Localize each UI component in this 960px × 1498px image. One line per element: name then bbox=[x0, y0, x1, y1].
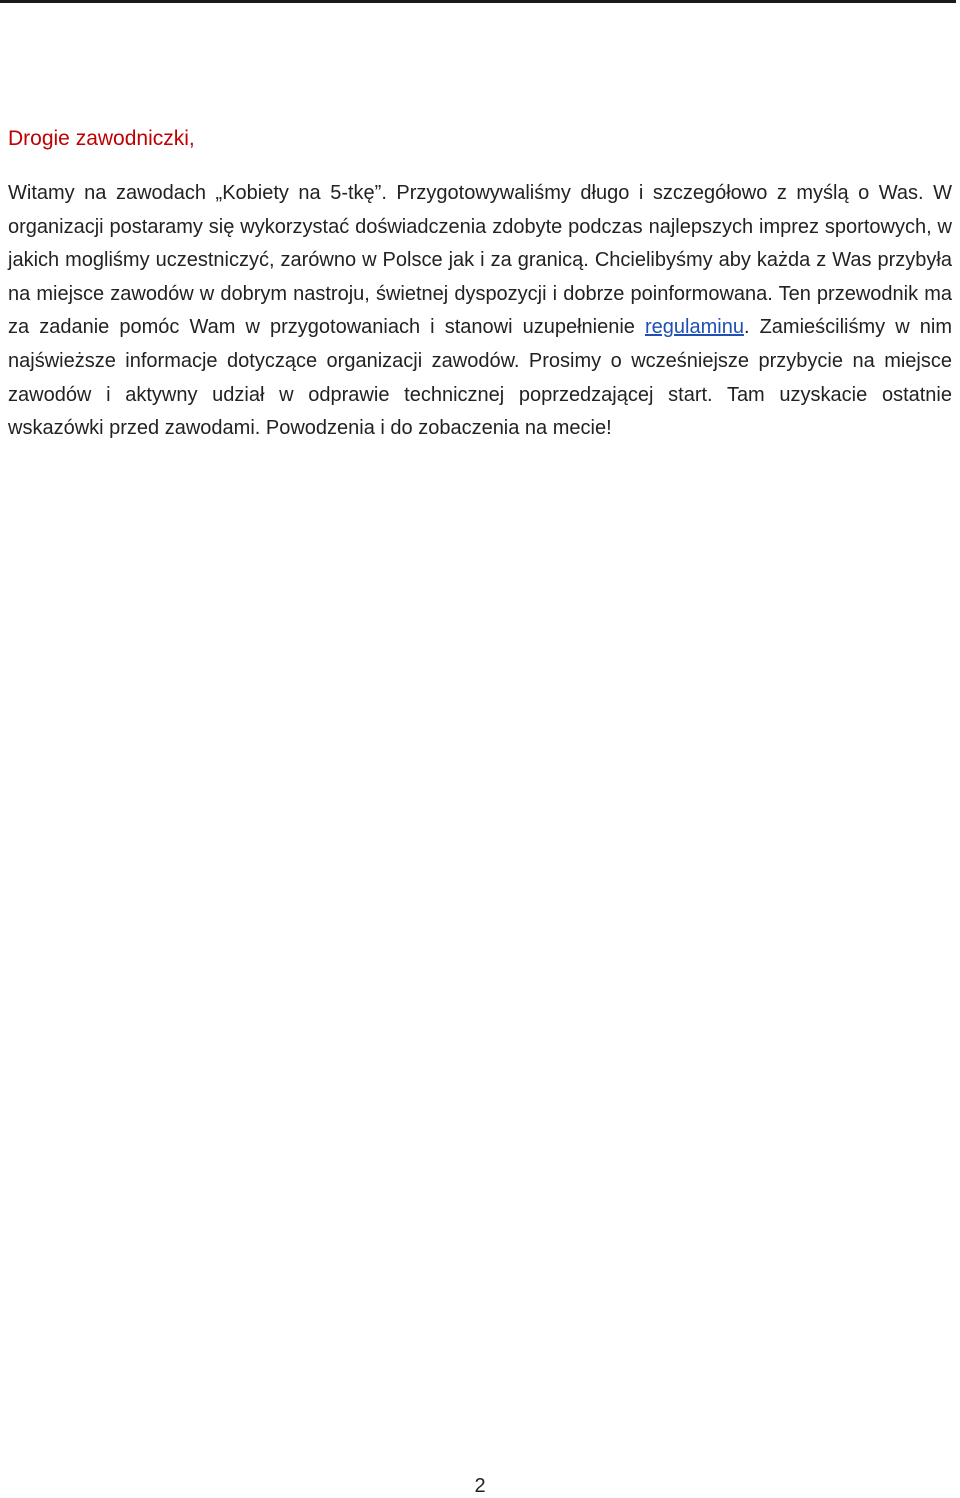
page-number: 2 bbox=[474, 1475, 486, 1497]
greeting-heading: Drogie zawodniczki, bbox=[8, 127, 195, 150]
regulamin-link[interactable]: regulaminu bbox=[645, 316, 744, 339]
paragraph-text-part1: Witamy na zawodach „Kobiety na 5-tkę”. Przygotowywaliśmy długo i szczegółowo z myślą o Was. W organizacji postaramy się wykorzystać doświadczenia zdobyte podczas najlepszych imprez sportowych, w jakich mogliśmy uczestniczyć, zarówno w Polsce jak i za granicą. Chcielibyśmy aby każda z Was przybyła na miejsce zawodów w dobrym nastroju, świetnej dyspozycji i dobrze poinformowana. Ten przewodnik ma za zadanie pomóc Wam w przygotowaniach i stanowi uzupełnienie bbox=[8, 182, 952, 339]
paragraph-text-part2: . Zamieściliśmy w nim najświeższe informacje dotyczące organizacji zawodów. Prosimy o wcześniejsze przybycie na miejsce zawodów i aktywny udział w odprawie technicznej poprzedzającej start. Tam uzyskacie ostatnie wskazówki przed zawodami. Powodzenia i do zobaczenia na mecie! bbox=[8, 316, 952, 440]
top-rule bbox=[0, 0, 956, 3]
intro-paragraph bbox=[8, 177, 952, 446]
